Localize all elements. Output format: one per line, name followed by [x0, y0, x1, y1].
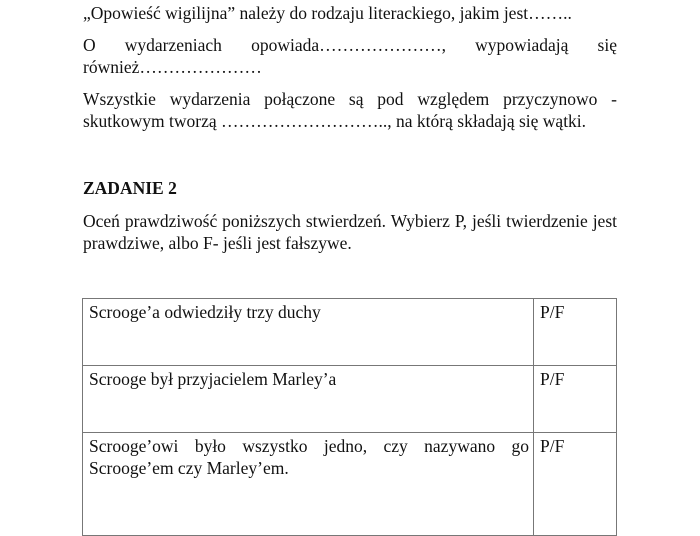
statement-cell: Scrooge’owi było wszystko jedno, czy nazywano go Scrooge’em czy Marley’em. — [83, 433, 534, 536]
table-row — [83, 299, 617, 366]
statement-cell: Scrooge’a odwiedziły trzy duchy — [83, 299, 534, 366]
task1-sentence-narrator: O wydarzeniach opowiada…………………, wypowiadają się również………………… — [83, 35, 617, 77]
statement-cell: Scrooge był przyjacielem Marley’a — [83, 366, 534, 433]
answer-cell[interactable]: P/F — [534, 433, 617, 536]
answer-cell[interactable]: P/F — [534, 366, 617, 433]
task1-sentence-genre: „Opowieść wigilijna” należy do rodzaju literackiego, jakim jest…….. — [83, 3, 572, 23]
task2-heading: ZADANIE 2 — [83, 178, 177, 198]
answer-cell[interactable]: P/F — [534, 299, 617, 366]
task2-instruction: Oceń prawdziwość poniższych stwierdzeń. Wybierz P, jeśli twierdzenie jest prawdziwe, albo F- jeśli jest fałszywe. — [83, 211, 617, 253]
table-row — [83, 366, 617, 433]
true-false-table — [82, 298, 617, 536]
task1-sentence-plot: Wszystkie wydarzenia połączone są pod względem przyczynowo - skutkowym tworzą ……………………….., na którą składają się wątki. — [83, 89, 617, 131]
table-row — [83, 433, 617, 536]
